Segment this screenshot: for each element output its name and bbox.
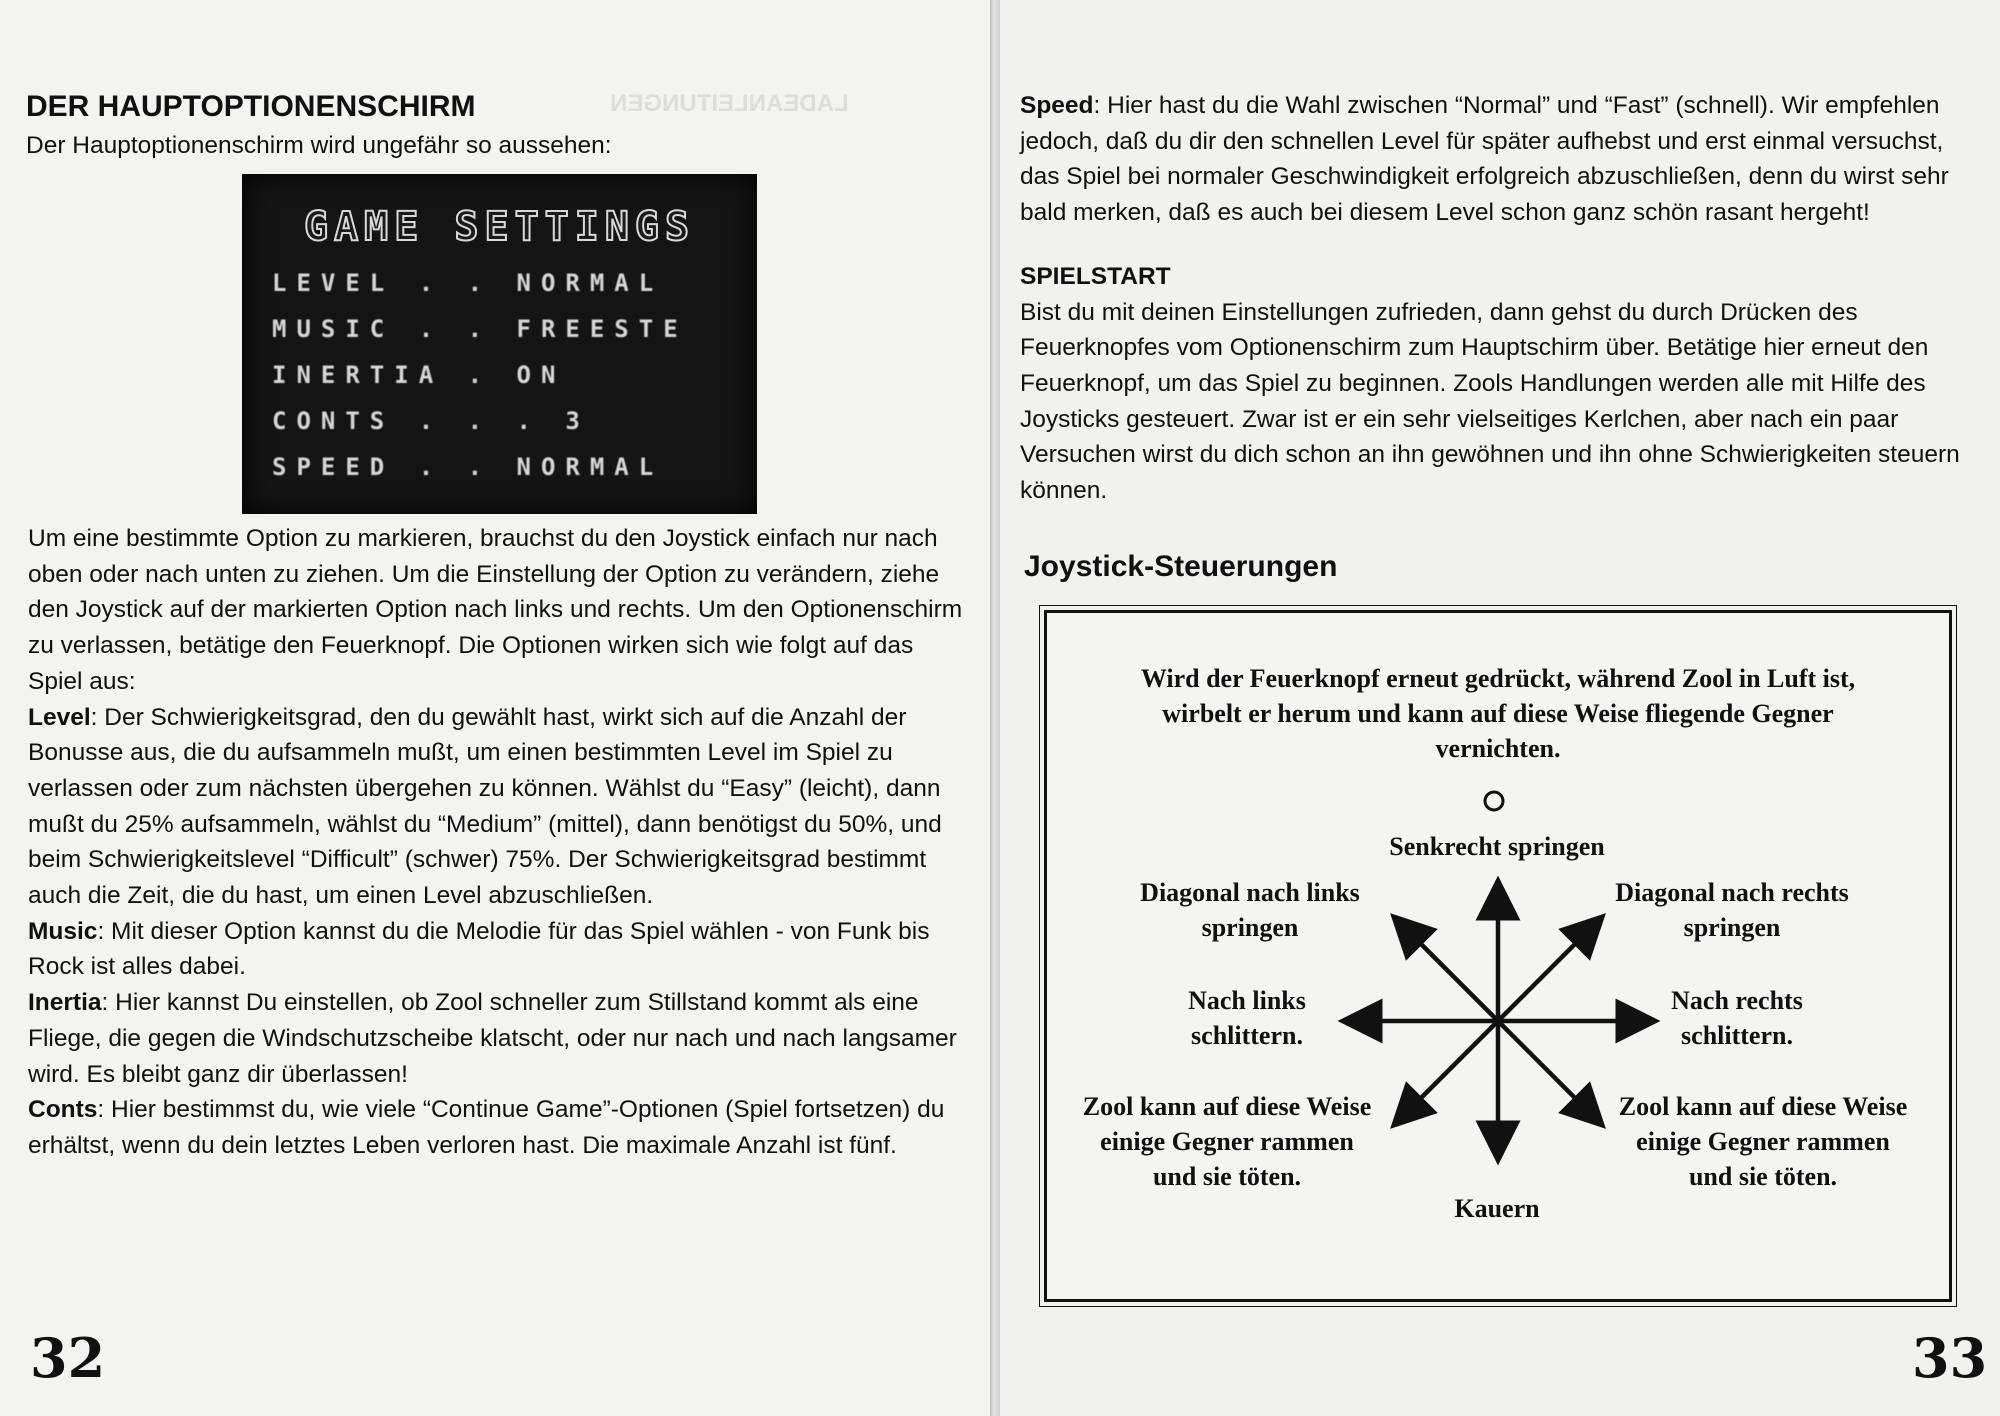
screenshot-row: LEVEL . . NORMAL (272, 269, 664, 297)
label-down-right: Zool kann auf diese Weise einige Gegner rammen und sie töten. (1618, 1092, 1908, 1191)
text-inertia: : Hier kannst Du einstellen, ob Zool schneller zum Stillstand kommt als eine Fliege, die gegen die Windschutzscheibe klatscht, oder nur nach und nach langsamer wird. Es bleibt ganz dir überlassen! (28, 989, 957, 1088)
label-speed: Speed (1020, 92, 1094, 119)
label-up-right: Diagonal nach rechts springen (1615, 878, 1849, 942)
arrow-up-right (1498, 929, 1590, 1021)
show-through-text: LADEANLEITUNGEN (610, 90, 849, 117)
arrow-down-left (1406, 1021, 1498, 1113)
fire-button-text: Wird der Feuerknopf erneut gedrückt, während Zool in Luft ist, wirbelt er herum und kann auf diese Weise fliegende Gegner vernichten. (1140, 664, 1856, 763)
book-gutter (990, 0, 1000, 1416)
left-page (0, 0, 990, 1416)
para-joystick: Um eine bestimmte Option zu markieren, brauchst du den Joystick einfach nur nach oben oder nach unten zu ziehen. Um die Einstellung der Option zu verändern, ziehe den Joystick auf der markierten Option nach links und rechts. Um den Optionenschirm zu verlassen, betätige den Feuerknopf. Die Optionen wirken sich wie folgt auf das Spiel aus: (28, 525, 963, 695)
screenshot-row: SPEED . . NORMAL (272, 453, 664, 481)
heading-spielstart: SPIELSTART (1020, 262, 1171, 290)
label-up-left: Diagonal nach links springen (1140, 878, 1360, 942)
joystick-diagram (1044, 610, 1952, 1302)
page-number-right: 33 (1912, 1326, 1988, 1390)
label-level: Level (28, 703, 91, 731)
option-inertia (28, 985, 974, 1092)
option-music (28, 914, 974, 985)
label-right: Nach rechts schlittern. (1671, 986, 1803, 1050)
arrow-up-left (1406, 929, 1498, 1021)
label-down-left: Zool kann auf diese Weise einige Gegner rammen und sie töten. (1082, 1092, 1372, 1191)
text-speed: : Hier hast du die Wahl zwischen “Normal” und “Fast” (schnell). Wir empfehlen jedoch, daß du dir den schnellen Level für später aufhebst und erst einmal versuchst, das Spiel bei normaler Geschwindigkeit erfolgreich abzuschließen, denn du wirst sehr bald merken, daß es auch bei diesem Level schon ganz schön rasant hergeht! (1020, 92, 1949, 227)
text-conts: : Hier bestimmst du, wie viele “Continue Game”-Optionen (Spiel fortsetzen) du erhältst, wenn du dein letztes Leben verloren hast. Die maximale Anzahl ist fünf. (28, 1096, 945, 1159)
intro-text: Der Hauptoptionenschirm wird ungefähr so aussehen: (26, 132, 612, 159)
heading-joystick-steuerungen: Joystick-Steuerungen (1024, 550, 1338, 583)
option-level (28, 700, 974, 914)
heading-hauptoptionenschirm: DER HAUPTOPTIONENSCHIRM (26, 90, 476, 123)
option-speed (1020, 88, 1975, 231)
right-top-text (1020, 88, 1975, 509)
text-level: : Der Schwierigkeitsgrad, den du gewählt hast, wirkt sich auf die Anzahl der Bonusse aus, die du aufsammeln mußt, um einen bestimmten Level im Spiel zu verlassen oder zum nächsten übergehen zu können. Wählst du “Easy” (leicht), dann mußt du 25% aufsammeln, wählst du “Medium” (mittel), dann benötigst du 50%, und beim Schwierigkeitslevel “Difficult” (schwer) 75%. Der Schwierigkeitsgrad bestimmt auch die Zeit, die du hast, um einen Level abzuschließen. (28, 703, 942, 910)
arrow-down-right (1498, 1021, 1590, 1113)
screenshot-row: MUSIC . . FREESTE (272, 315, 688, 343)
screenshot-title: GAME SETTINGS (304, 204, 696, 250)
label-music: Music (28, 917, 98, 945)
fire-button-circle (1485, 792, 1503, 810)
game-settings-screenshot (242, 174, 757, 514)
screenshot-row: INERTIA . ON (272, 361, 566, 389)
label-up: Senkrecht springen (1389, 832, 1605, 861)
option-conts (28, 1092, 974, 1163)
text-music: : Mit dieser Option kannst du die Melodie für das Spiel wählen - von Funk bis Rock ist alles dabei. (28, 917, 930, 981)
screenshot-row: CONTS . . . 3 (272, 407, 590, 435)
label-conts: Conts (28, 1096, 98, 1124)
text-spielstart: Bist du mit deinen Einstellungen zufrieden, dann gehst du durch Drücken des Feuerknopfes vom Optionenschirm zum Hauptschirm über. Betätige hier erneut den Feuerknopf, um das Spiel zu beginnen. Zools Handlungen werden alle mit Hilfe des Joysticks gesteuert. Zwar ist er ein sehr vielseitiges Kerlchen, aber nach ein paar Versuchen wirst du dich schon an ihn gewöhnen und ihn ohne Schwierigkeiten steuern können. (1020, 298, 1960, 505)
label-inertia: Inertia (28, 989, 102, 1017)
page-number-left: 32 (30, 1326, 106, 1390)
label-left: Nach links schlittern. (1188, 986, 1306, 1050)
left-body (28, 521, 974, 1164)
label-down: Kauern (1454, 1194, 1540, 1223)
